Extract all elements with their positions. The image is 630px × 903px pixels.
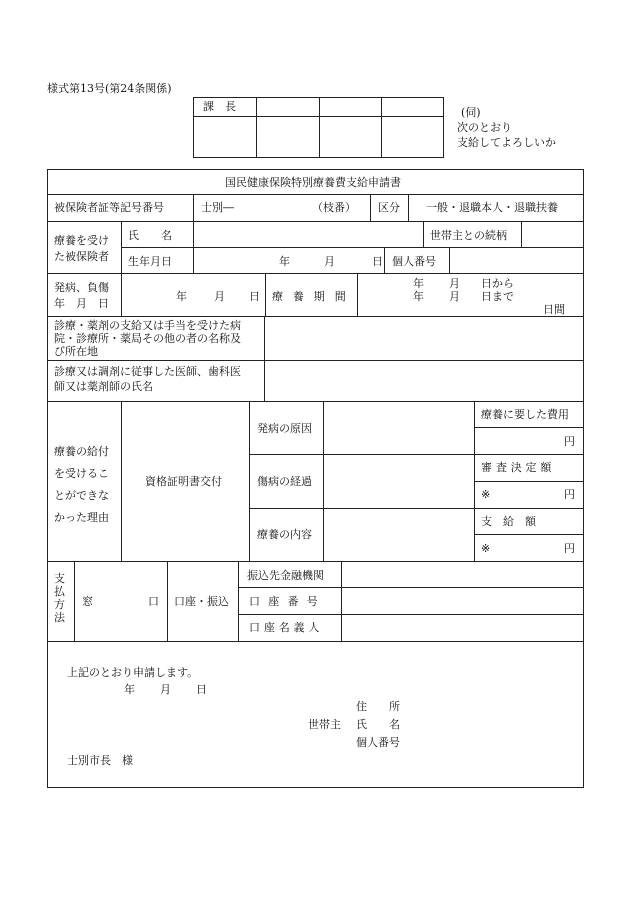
cost-label: 療養に要した費用 [481, 408, 569, 421]
content-field[interactable] [324, 509, 473, 560]
facility-label-line-2: 院・診療所・薬局その他の者の名称及 [54, 332, 241, 345]
addressee: 士別市長 様 [67, 754, 133, 767]
insured-number-value[interactable]: 士別― [201, 201, 234, 214]
inquiry-line-1: 次のとおり [457, 121, 512, 134]
account-transfer-option[interactable]: 口座・振込 [174, 595, 229, 608]
course-field[interactable] [324, 455, 473, 507]
course-label: 傷病の経過 [257, 475, 312, 488]
applicant-name-label: 氏 名 [356, 718, 400, 731]
period-days-unit: 日間 [543, 303, 565, 316]
form-number: 様式第13号(第24条関係) [47, 82, 172, 95]
facility-label-line-1: 診療・薬剤の支給又は手当を受けた病 [54, 319, 241, 332]
category-label: 区分 [378, 201, 400, 214]
payment-amount-label: 支 給 額 [481, 515, 536, 528]
review-amount-label: 審査決定額 [481, 461, 556, 474]
birth-year-unit: 年 [279, 255, 290, 268]
reason-label-line-4: かった理由 [54, 511, 109, 524]
applicant-address-label: 住 所 [356, 700, 400, 713]
name-label: 氏 名 [128, 229, 172, 242]
birth-day-unit: 日 [372, 255, 383, 268]
birth-month-unit: 月 [324, 255, 335, 268]
doctor-label-line-1: 診療又は調剤に従事した医師、歯科医 [54, 365, 241, 378]
reason-label-line-3: とができな [54, 489, 109, 502]
onset-year-unit: 年 [176, 290, 187, 303]
approval-stamp-table [193, 97, 444, 158]
pay-method-char-2: 払 [54, 585, 65, 598]
review-mark: ※ [481, 488, 491, 501]
pay-method-char-3: 方 [54, 598, 65, 611]
period-from-year: 年 [413, 277, 424, 290]
applicant-info-field[interactable] [410, 696, 575, 752]
applicant-personal-number-label: 個人番号 [356, 736, 400, 749]
account-holder-field[interactable] [342, 615, 583, 640]
account-holder-label: 口座名義人 [249, 621, 324, 634]
cause-label: 発病の原因 [257, 422, 312, 435]
account-number-label: 口座番号 [249, 595, 326, 608]
relationship-field[interactable] [522, 222, 583, 246]
payment-mark: ※ [481, 542, 491, 555]
bank-label: 振込先金融機関 [247, 569, 324, 582]
form-title: 国民健康保険特別療養費支給申請書 [225, 176, 401, 189]
doctor-field[interactable] [265, 361, 583, 400]
onset-label-line-1: 発病、負傷 [54, 281, 109, 294]
patient-label-line-1: 療養を受け [54, 234, 109, 247]
relationship-label: 世帯主との続柄 [430, 229, 507, 242]
pay-method-char-1: 支 [54, 572, 65, 585]
householder-label: 世帯主 [308, 718, 341, 731]
birth-date-label: 生年月日 [128, 255, 172, 268]
doctor-label-line-2: 師又は薬剤師の氏名 [54, 380, 153, 393]
onset-day-unit: 日 [249, 290, 260, 303]
cause-field[interactable] [324, 402, 473, 453]
onset-label-line-2: 年 月 日 [54, 297, 109, 310]
personal-number-label: 個人番号 [392, 255, 436, 268]
patient-label-line-2: た被保険者 [54, 250, 109, 263]
approval-head-label: 課 長 [203, 100, 236, 113]
facility-field[interactable] [265, 317, 583, 359]
period-to-month: 月 [449, 290, 460, 303]
declaration-year-unit: 年 [124, 683, 135, 696]
declaration-month-unit: 月 [160, 683, 171, 696]
inquiry-label: (伺) [461, 106, 481, 119]
branch-number-label: （枝番） [312, 201, 356, 214]
period-from-month: 月 [449, 277, 460, 290]
facility-label-line-3: び所在地 [54, 345, 98, 358]
personal-number-field[interactable] [450, 248, 583, 272]
declaration-day-unit: 日 [196, 683, 207, 696]
period-to-year: 年 [413, 290, 424, 303]
payment-yen-unit: 円 [564, 542, 575, 555]
onset-month-unit: 月 [214, 290, 225, 303]
bank-field[interactable] [342, 562, 583, 586]
pay-method-char-4: 法 [54, 611, 65, 624]
period-label: 療養期間 [272, 290, 356, 303]
reason-label-line-2: を受けるこ [54, 467, 109, 480]
insured-number-label: 被保険者証等記号番号 [54, 201, 164, 214]
content-label: 療養の内容 [257, 528, 312, 541]
inquiry-line-2: 支給してよろしいか [457, 136, 556, 149]
reason-label-line-1: 療養の給付 [54, 445, 109, 458]
account-number-field[interactable] [342, 588, 583, 613]
counter-option[interactable]: 窓 口 [82, 595, 159, 608]
patient-name-field[interactable] [194, 222, 422, 246]
period-to-day: 日まで [481, 290, 514, 303]
cost-yen-unit: 円 [564, 435, 575, 448]
period-from-day: 日から [481, 277, 514, 290]
category-options[interactable]: 一般・退職本人・退職扶養 [426, 201, 558, 214]
declaration-statement: 上記のとおり申請します。 [67, 666, 199, 679]
certificate-label: 資格証明書交付 [145, 475, 222, 488]
review-yen-unit: 円 [564, 488, 575, 501]
